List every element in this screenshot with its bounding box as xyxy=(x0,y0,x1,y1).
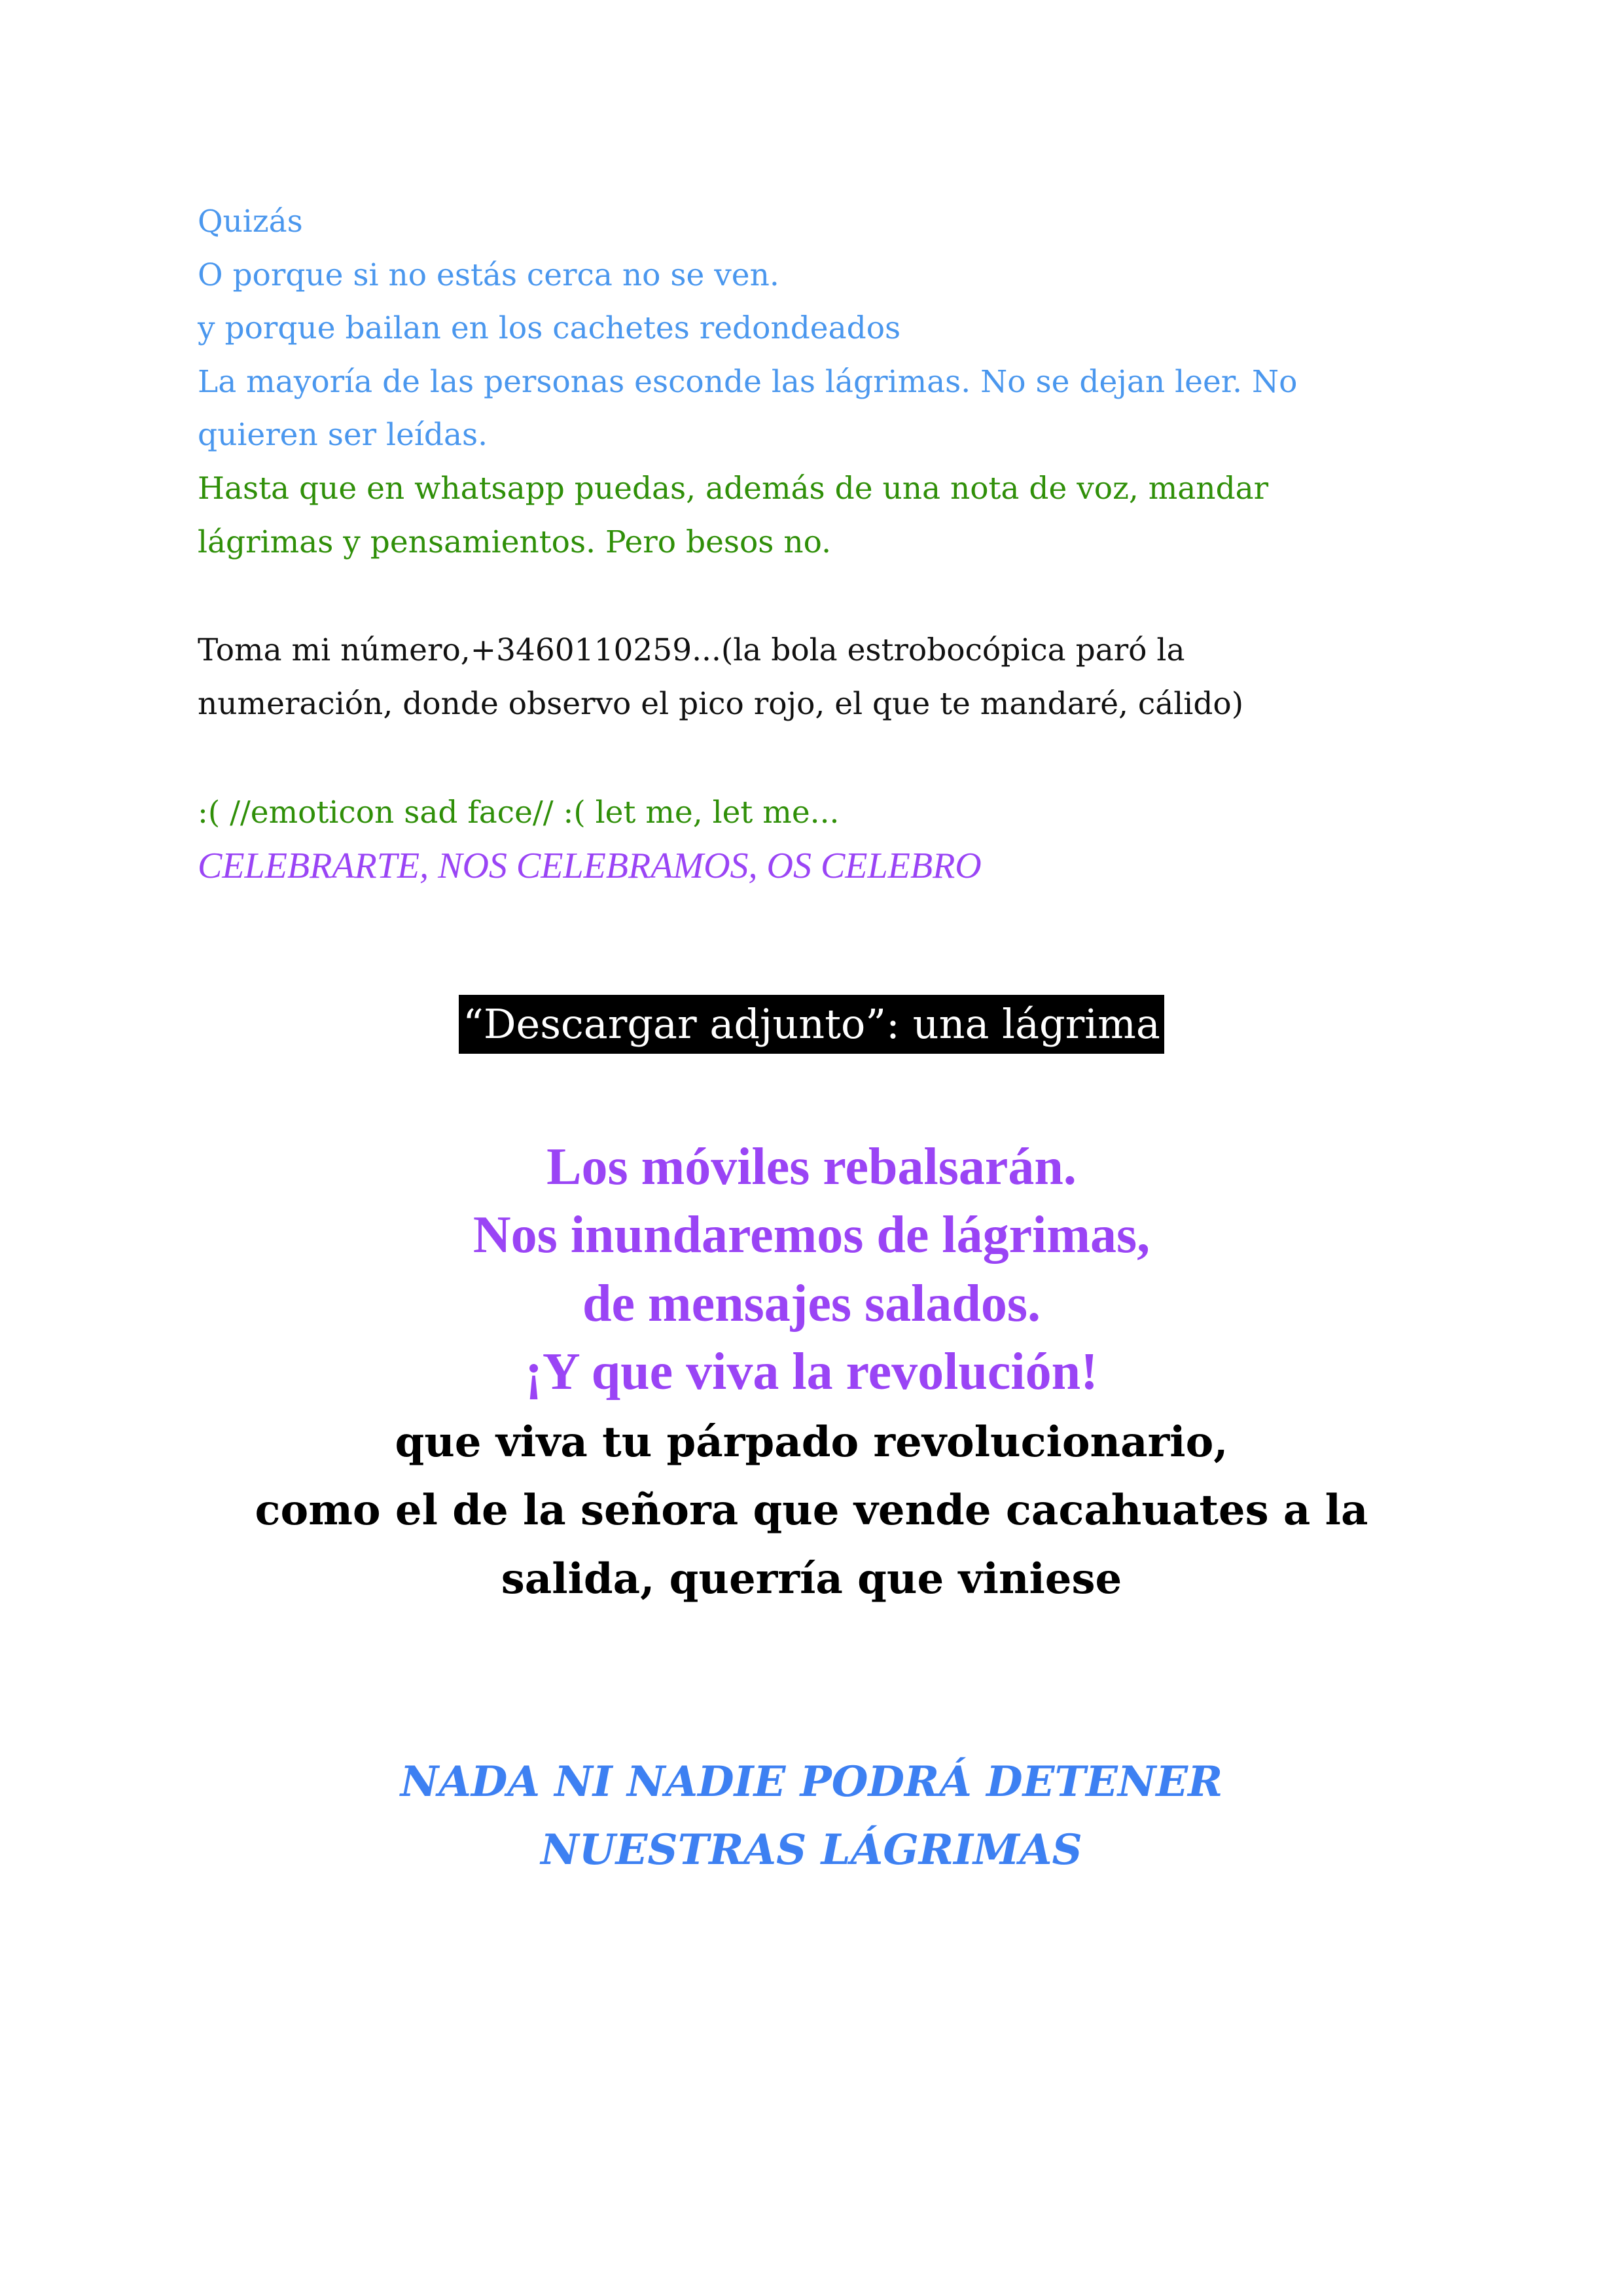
poem-line: como el de la señora que vende cacahuates a la xyxy=(255,1486,1368,1535)
poem-line: ¡Y que viva la revolución! xyxy=(525,1343,1098,1401)
poem-line: salida, querría que viniese xyxy=(501,1554,1122,1604)
emoticon-line: :( //emoticon sad face// :( let me, let me... xyxy=(198,795,840,831)
phone-line: numeración, donde observo el pico rojo, el que te mandaré, cálido) xyxy=(198,685,1244,722)
celebrate-line: CELEBRARTE, NOS CELEBRAMOS, OS CELEBRO xyxy=(198,845,982,886)
closing-line: NUESTRAS LÁGRIMAS xyxy=(541,1825,1082,1875)
intro-paragraph xyxy=(198,195,1428,569)
phone-line: Toma mi número,+3460110259...(la bola estrobocópica paró la xyxy=(198,632,1185,668)
intro-line: La mayoría de las personas esconde las lágrimas. No se dejan leer. No xyxy=(198,363,1298,400)
whatsapp-line: Hasta que en whatsapp puedas, además de una nota de voz, mandar xyxy=(198,470,1269,507)
emoticon-paragraph xyxy=(198,786,1428,893)
intro-line: y porque bailan en los cachetes redondeados xyxy=(198,310,901,347)
poem-purple-stanza xyxy=(0,1133,1623,1407)
poem-line: que viva tu párpado revolucionario, xyxy=(395,1418,1228,1467)
intro-line: Quizás xyxy=(198,204,303,240)
whatsapp-line: lágrimas y pensamientos. Pero besos no. xyxy=(198,524,832,560)
poem-black-stanza xyxy=(0,1408,1623,1613)
closing-line: NADA NI NADIE PODRÁ DETENER xyxy=(400,1757,1223,1806)
poem-line: Nos inundaremos de lágrimas, xyxy=(473,1206,1150,1265)
intro-line: quieren ser leídas. xyxy=(198,417,488,454)
poem-line: de mensajes salados. xyxy=(582,1274,1041,1333)
closing-statement xyxy=(0,1748,1623,1885)
banner-container xyxy=(0,995,1623,1054)
intro-line: O porque si no estás cerca no se ven. xyxy=(198,257,779,293)
poem-line: Los móviles rebalsarán. xyxy=(546,1138,1077,1196)
phone-paragraph xyxy=(198,624,1428,730)
download-attachment-banner: “Descargar adjunto”: una lágrima xyxy=(459,995,1164,1054)
